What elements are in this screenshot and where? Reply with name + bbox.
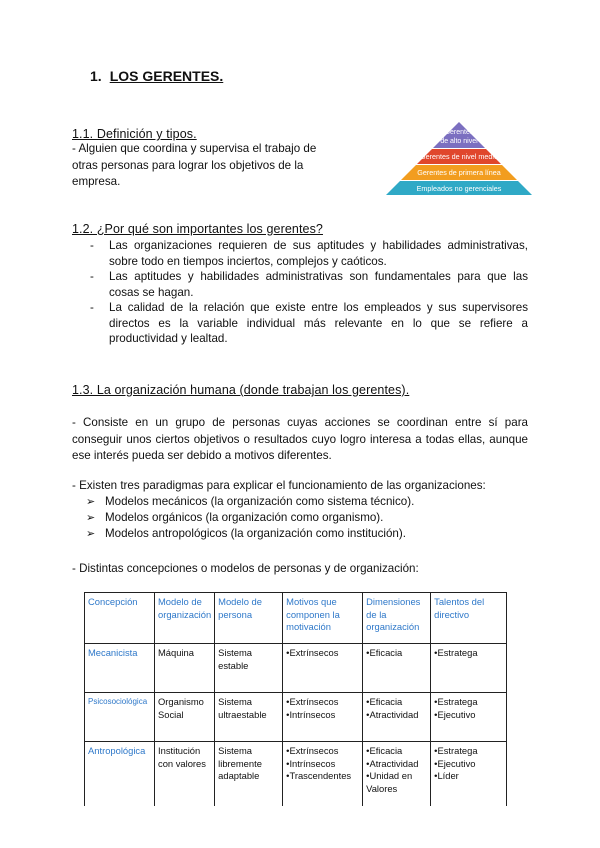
table-row — [85, 742, 507, 807]
definition-line-2: otras personas para lograr los objetivos de la — [72, 158, 304, 172]
motives-cell: •Extrínsecos •Intrínsecos •Trascendentes — [283, 742, 363, 807]
person-model-cell: Sistema estable — [215, 644, 283, 693]
management-pyramid — [364, 122, 554, 196]
pyramid-label-top-2: de alto nivel — [440, 138, 478, 145]
section-1-2-heading: 1.2. ¿Por qué son importantes los gerentes? — [72, 222, 323, 236]
list-item: ➢ Modelos mecánicos (la organización como sistema técnico). — [86, 495, 415, 508]
dimensions-cell: •Eficacia — [363, 644, 431, 693]
organization-models-table — [84, 592, 507, 806]
list-item: - La calidad de la relación que existe entre los empleados y sus supervisores directos es la variable individual más relevante en lo que se refiere a productividad y lealtad. — [90, 301, 528, 345]
motives-cell: •Extrínsecos •Intrínsecos — [283, 693, 363, 742]
concept-cell: Psicosociológica — [85, 693, 155, 742]
title-text: LOS GERENTES. — [109, 68, 224, 84]
pyramid-label-employees: Empleados no gerenciales — [416, 184, 502, 193]
table-row — [85, 644, 507, 693]
table-header-row — [85, 593, 507, 644]
page-title — [90, 68, 223, 84]
section-1-1-heading: 1.1. Definición y tipos. — [72, 127, 197, 141]
talents-cell: •Estratega •Ejecutivo •Líder — [431, 742, 507, 807]
concept-cell: Mecanicista — [85, 644, 155, 693]
paradigms-intro: - Existen tres paradigmas para explicar el funcionamiento de las organizaciones: — [72, 479, 486, 492]
dimensions-cell: •Eficacia •Atractividad — [363, 693, 431, 742]
talents-cell: •Estratega •Ejecutivo — [431, 693, 507, 742]
org-model-cell: Organismo Social — [155, 693, 215, 742]
header-talentos: Talentos del directivo — [431, 593, 507, 644]
table-row — [85, 693, 507, 742]
header-concepcion: Concepción — [85, 593, 155, 644]
definition-line-1: - Alguien que coordina y supervisa el trabajo de — [72, 142, 317, 155]
importance-list — [72, 238, 528, 347]
models-intro: - Distintas concepciones o modelos de personas y de organización: — [72, 562, 419, 575]
talents-cell: •Estratega — [431, 644, 507, 693]
person-model-cell: Sistema libremente adaptable — [215, 742, 283, 807]
definition-line-3: empresa. — [72, 175, 121, 188]
org-model-cell: Institución con valores — [155, 742, 215, 807]
section-1-1-text — [72, 141, 352, 191]
header-motivos: Motivos que componen la motivación — [283, 593, 363, 644]
section-1-3-heading: 1.3. La organización humana (donde trabajan los gerentes). — [72, 383, 410, 397]
concept-cell: Antropológica — [85, 742, 155, 807]
pyramid-label-top-1: Gerentes — [444, 129, 474, 136]
pyramid-label-middle: Gerentes de nivel medio — [420, 152, 498, 161]
org-model-cell: Máquina — [155, 644, 215, 693]
header-modelo-persona: Modelo de persona — [215, 593, 283, 644]
list-item: - Las aptitudes y habilidades administrativas son fundamentales para que las cosas se hagan. — [90, 270, 528, 299]
list-item: - Las organizaciones requieren de sus aptitudes y habilidades administrativas, sobre todo en tiempos inciertos, complejos y caóticos. — [90, 239, 528, 268]
person-model-cell: Sistema ultraestable — [215, 693, 283, 742]
organization-definition: - Consiste en un grupo de personas cuyas acciones se coordinan entre sí para conseguir unos ciertos objetivos o resultados cuyo logro interesa a todas ellas, aunque ese interés pueda ser debido a motivos diferentes. — [72, 416, 528, 462]
title-number: 1. — [90, 68, 102, 84]
paradigms-list — [72, 494, 528, 542]
header-dimensiones: Dimensiones de la organización — [363, 593, 431, 644]
list-item: ➢ Modelos antropológicos (la organización como institución). — [86, 527, 406, 540]
list-item: ➢ Modelos orgánicos (la organización como organismo). — [86, 511, 384, 524]
header-modelo-organizacion: Modelo de organización — [155, 593, 215, 644]
motives-cell: •Extrínsecos — [283, 644, 363, 693]
dimensions-cell: •Eficacia •Atractividad •Unidad en Valores — [363, 742, 431, 807]
pyramid-label-first-line: Gerentes de primera línea — [417, 168, 501, 177]
